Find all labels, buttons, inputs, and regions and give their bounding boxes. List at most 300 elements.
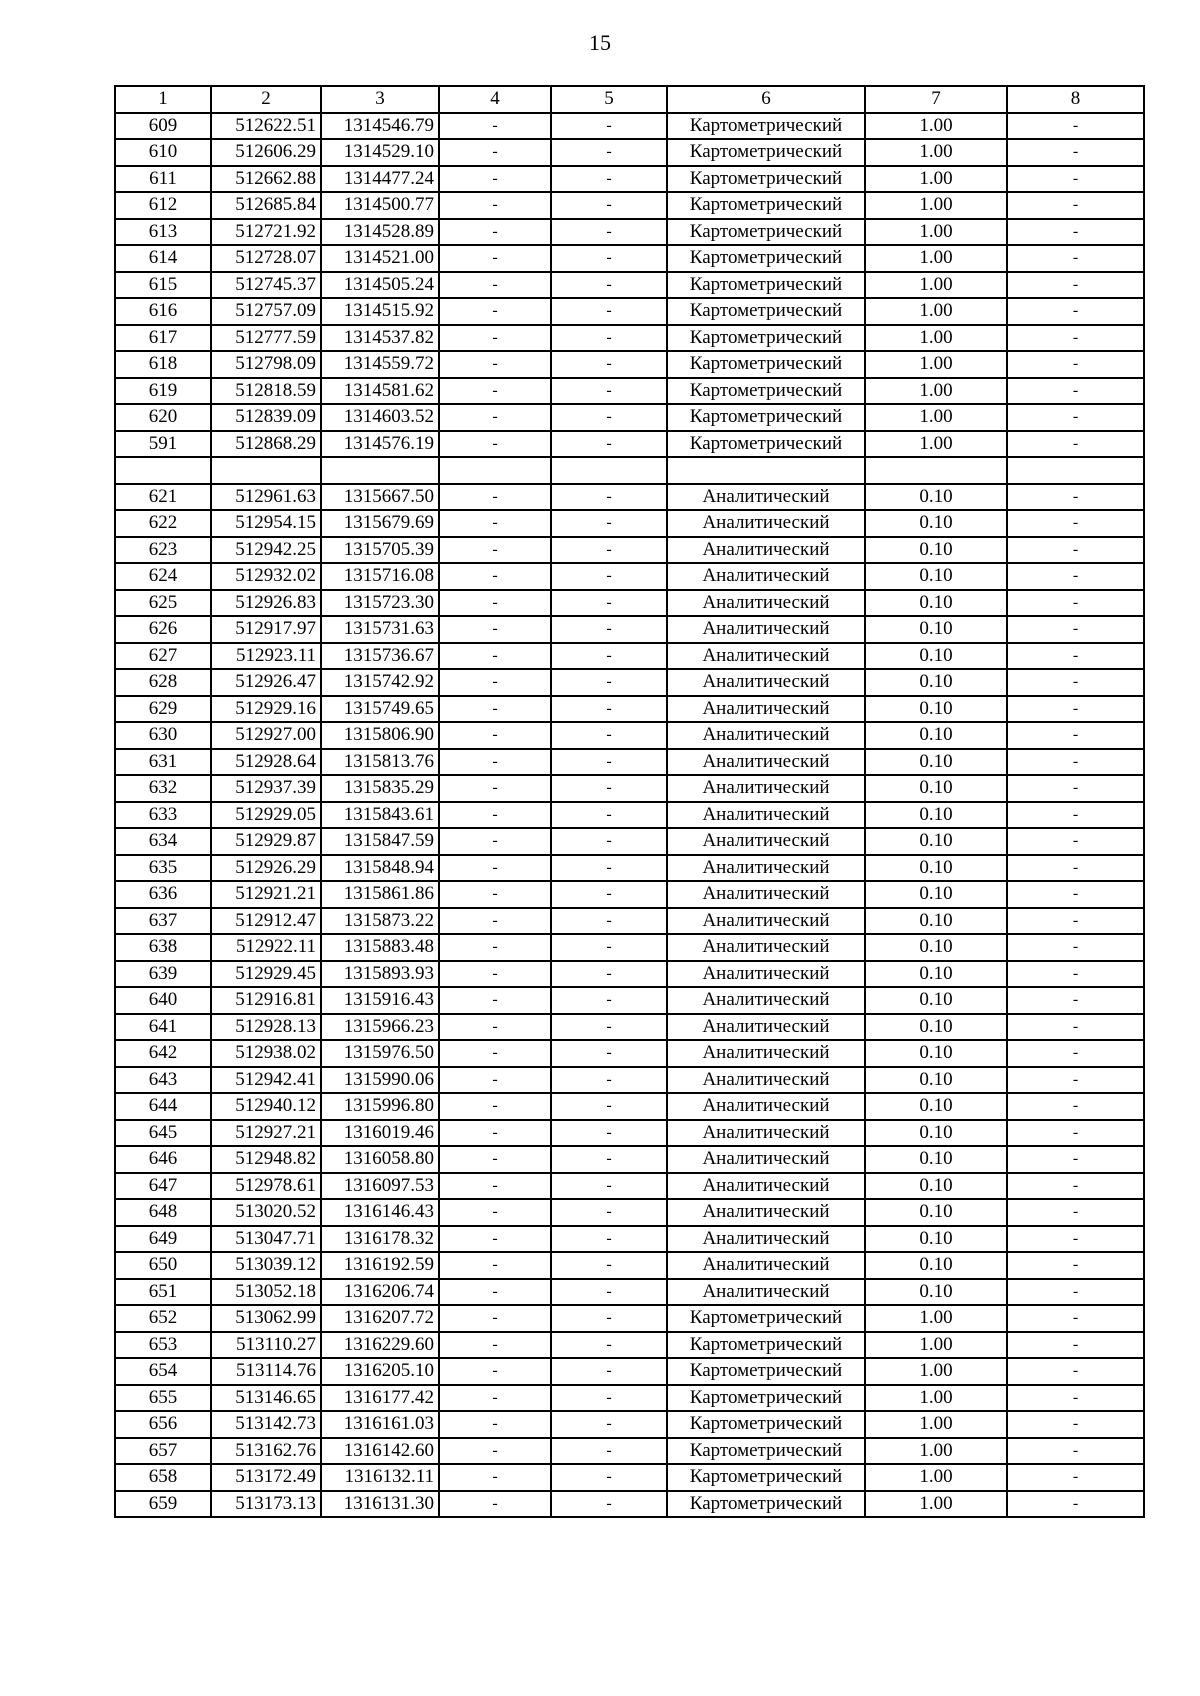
point-number-cell: 632 — [115, 775, 211, 802]
method-cell: Аналитический — [667, 1040, 865, 1067]
col8-cell: - — [1007, 1438, 1144, 1465]
col4-cell: - — [439, 1438, 551, 1465]
col5-cell: - — [551, 245, 667, 272]
point-number-cell: 640 — [115, 987, 211, 1014]
table-row — [115, 669, 1144, 696]
x-coordinate-cell: 512912.47 — [211, 908, 321, 935]
method-cell: Аналитический — [667, 802, 865, 829]
point-number-cell: 623 — [115, 537, 211, 564]
point-number-cell: 636 — [115, 881, 211, 908]
col8-cell: - — [1007, 961, 1144, 988]
table-row — [115, 1279, 1144, 1306]
x-coordinate-cell: 512938.02 — [211, 1040, 321, 1067]
x-coordinate-cell: 512961.63 — [211, 484, 321, 511]
y-coordinate-cell: 1314529.10 — [321, 139, 439, 166]
y-coordinate-cell: 1314477.24 — [321, 166, 439, 193]
point-number-cell: 618 — [115, 351, 211, 378]
col8-cell: - — [1007, 643, 1144, 670]
col8-cell: - — [1007, 1226, 1144, 1253]
y-coordinate-cell: 1316206.74 — [321, 1279, 439, 1306]
y-coordinate-cell: 1315723.30 — [321, 590, 439, 617]
x-coordinate-cell: 512928.13 — [211, 1014, 321, 1041]
header-cell: 5 — [551, 86, 667, 113]
table-row — [115, 722, 1144, 749]
col8-cell: - — [1007, 1491, 1144, 1518]
col4-cell: - — [439, 537, 551, 564]
col5-cell: - — [551, 404, 667, 431]
point-number-cell: 641 — [115, 1014, 211, 1041]
method-cell: Аналитический — [667, 775, 865, 802]
point-number-cell: 621 — [115, 484, 211, 511]
accuracy-cell: 0.10 — [865, 537, 1007, 564]
x-coordinate-cell: 512868.29 — [211, 431, 321, 458]
col5-cell: - — [551, 378, 667, 405]
point-number-cell: 635 — [115, 855, 211, 882]
col5-cell: - — [551, 908, 667, 935]
accuracy-cell: 1.00 — [865, 431, 1007, 458]
col5-cell: - — [551, 828, 667, 855]
point-number-cell: 613 — [115, 219, 211, 246]
col8-cell: - — [1007, 325, 1144, 352]
table-row — [115, 908, 1144, 935]
method-cell: Аналитический — [667, 1226, 865, 1253]
point-number-cell: 591 — [115, 431, 211, 458]
x-coordinate-cell: 512932.02 — [211, 563, 321, 590]
method-cell: Картометрический — [667, 1305, 865, 1332]
col5-cell: - — [551, 272, 667, 299]
col8-cell: - — [1007, 749, 1144, 776]
point-number-cell: 630 — [115, 722, 211, 749]
point-number-cell: 628 — [115, 669, 211, 696]
y-coordinate-cell: 1314576.19 — [321, 431, 439, 458]
point-number-cell: 648 — [115, 1199, 211, 1226]
col5-cell: - — [551, 1146, 667, 1173]
point-number-cell: 615 — [115, 272, 211, 299]
accuracy-cell: 0.10 — [865, 908, 1007, 935]
method-cell: Аналитический — [667, 510, 865, 537]
header-cell: 6 — [667, 86, 865, 113]
col8-cell: - — [1007, 378, 1144, 405]
x-coordinate-cell: 512942.41 — [211, 1067, 321, 1094]
col8-cell: - — [1007, 1305, 1144, 1332]
col5-cell: - — [551, 802, 667, 829]
col5-cell: - — [551, 987, 667, 1014]
point-number-cell: 653 — [115, 1332, 211, 1359]
accuracy-cell: 0.10 — [865, 775, 1007, 802]
table-row — [115, 1199, 1144, 1226]
x-coordinate-cell: 512685.84 — [211, 192, 321, 219]
y-coordinate-cell: 1315716.08 — [321, 563, 439, 590]
method-cell: Аналитический — [667, 722, 865, 749]
col4-cell: - — [439, 484, 551, 511]
x-coordinate-cell: 512917.97 — [211, 616, 321, 643]
x-coordinate-cell: 512777.59 — [211, 325, 321, 352]
y-coordinate-cell: 1315835.29 — [321, 775, 439, 802]
table-body — [115, 86, 1144, 1517]
method-cell: Аналитический — [667, 961, 865, 988]
accuracy-cell: 1.00 — [865, 113, 1007, 140]
point-number-cell: 633 — [115, 802, 211, 829]
table-row — [115, 696, 1144, 723]
col5-cell: - — [551, 616, 667, 643]
col8-cell: - — [1007, 1040, 1144, 1067]
accuracy-cell: 1.00 — [865, 1332, 1007, 1359]
table-row — [115, 1252, 1144, 1279]
x-coordinate-cell: 512757.09 — [211, 298, 321, 325]
table-row — [115, 881, 1144, 908]
col8-cell: - — [1007, 590, 1144, 617]
table-row — [115, 1385, 1144, 1412]
accuracy-cell: 1.00 — [865, 1491, 1007, 1518]
x-coordinate-cell: 512921.21 — [211, 881, 321, 908]
col4-cell: - — [439, 802, 551, 829]
table-row — [115, 378, 1144, 405]
method-cell: Картометрический — [667, 245, 865, 272]
col4-cell: - — [439, 1491, 551, 1518]
col5-cell — [551, 457, 667, 484]
y-coordinate-cell: 1316192.59 — [321, 1252, 439, 1279]
method-cell: Аналитический — [667, 616, 865, 643]
col8-cell: - — [1007, 934, 1144, 961]
table-row — [115, 537, 1144, 564]
header-cell: 1 — [115, 86, 211, 113]
col4-cell: - — [439, 722, 551, 749]
accuracy-cell: 1.00 — [865, 166, 1007, 193]
table-row — [115, 1226, 1144, 1253]
col4-cell: - — [439, 1252, 551, 1279]
y-coordinate-cell: 1314528.89 — [321, 219, 439, 246]
method-cell: Аналитический — [667, 1252, 865, 1279]
accuracy-cell: 0.10 — [865, 1279, 1007, 1306]
table-row — [115, 563, 1144, 590]
x-coordinate-cell: 512922.11 — [211, 934, 321, 961]
method-cell: Картометрический — [667, 219, 865, 246]
col8-cell: - — [1007, 113, 1144, 140]
point-number-cell: 619 — [115, 378, 211, 405]
y-coordinate-cell: 1315847.59 — [321, 828, 439, 855]
col5-cell: - — [551, 563, 667, 590]
method-cell: Аналитический — [667, 828, 865, 855]
point-number-cell: 625 — [115, 590, 211, 617]
method-cell: Аналитический — [667, 563, 865, 590]
col4-cell: - — [439, 1332, 551, 1359]
point-number-cell: 609 — [115, 113, 211, 140]
col5-cell: - — [551, 1438, 667, 1465]
col5-cell: - — [551, 1305, 667, 1332]
point-number-cell: 657 — [115, 1438, 211, 1465]
y-coordinate-cell: 1316177.42 — [321, 1385, 439, 1412]
y-coordinate-cell: 1316132.11 — [321, 1464, 439, 1491]
col5-cell: - — [551, 590, 667, 617]
y-coordinate-cell: 1315736.67 — [321, 643, 439, 670]
table-row — [115, 643, 1144, 670]
col8-cell: - — [1007, 245, 1144, 272]
method-cell: Картометрический — [667, 1438, 865, 1465]
x-coordinate-cell: 513172.49 — [211, 1464, 321, 1491]
method-cell: Аналитический — [667, 881, 865, 908]
y-coordinate-cell: 1314505.24 — [321, 272, 439, 299]
point-number-cell: 617 — [115, 325, 211, 352]
table-row — [115, 1332, 1144, 1359]
x-coordinate-cell: 512622.51 — [211, 113, 321, 140]
col5-cell: - — [551, 1279, 667, 1306]
x-coordinate-cell: 512937.39 — [211, 775, 321, 802]
accuracy-cell: 0.10 — [865, 749, 1007, 776]
col4-cell: - — [439, 643, 551, 670]
method-cell: Картометрический — [667, 1385, 865, 1412]
x-coordinate-cell: 513052.18 — [211, 1279, 321, 1306]
y-coordinate-cell: 1315705.39 — [321, 537, 439, 564]
col5-cell: - — [551, 961, 667, 988]
col8-cell: - — [1007, 139, 1144, 166]
method-cell: Картометрический — [667, 431, 865, 458]
col4-cell: - — [439, 563, 551, 590]
x-coordinate-cell: 513146.65 — [211, 1385, 321, 1412]
method-cell: Картометрический — [667, 1464, 865, 1491]
x-coordinate-cell: 512721.92 — [211, 219, 321, 246]
col4-cell: - — [439, 828, 551, 855]
col5-cell: - — [551, 537, 667, 564]
col5-cell: - — [551, 643, 667, 670]
table-row — [115, 1040, 1144, 1067]
col4-cell: - — [439, 961, 551, 988]
col4-cell: - — [439, 1120, 551, 1147]
x-coordinate-cell: 512798.09 — [211, 351, 321, 378]
y-coordinate-cell: 1316207.72 — [321, 1305, 439, 1332]
table-row — [115, 775, 1144, 802]
x-coordinate-cell: 512818.59 — [211, 378, 321, 405]
point-number-cell: 659 — [115, 1491, 211, 1518]
x-coordinate-cell: 512927.00 — [211, 722, 321, 749]
method-cell: Аналитический — [667, 1173, 865, 1200]
table-row — [115, 219, 1144, 246]
y-coordinate-cell: 1315996.80 — [321, 1093, 439, 1120]
point-number-cell: 612 — [115, 192, 211, 219]
header-cell: 4 — [439, 86, 551, 113]
point-number-cell: 646 — [115, 1146, 211, 1173]
accuracy-cell: 0.10 — [865, 934, 1007, 961]
col5-cell: - — [551, 325, 667, 352]
accuracy-cell: 1.00 — [865, 1438, 1007, 1465]
y-coordinate-cell: 1314559.72 — [321, 351, 439, 378]
x-coordinate-cell: 512926.83 — [211, 590, 321, 617]
accuracy-cell: 0.10 — [865, 1199, 1007, 1226]
col4-cell: - — [439, 1226, 551, 1253]
col8-cell: - — [1007, 669, 1144, 696]
col4-cell: - — [439, 325, 551, 352]
y-coordinate-cell: 1315893.93 — [321, 961, 439, 988]
table-row — [115, 457, 1144, 484]
accuracy-cell: 0.10 — [865, 1120, 1007, 1147]
method-cell: Аналитический — [667, 484, 865, 511]
accuracy-cell: 1.00 — [865, 192, 1007, 219]
y-coordinate-cell: 1315848.94 — [321, 855, 439, 882]
col4-cell: - — [439, 298, 551, 325]
point-number-cell: 620 — [115, 404, 211, 431]
y-coordinate-cell: 1316178.32 — [321, 1226, 439, 1253]
col8-cell: - — [1007, 1332, 1144, 1359]
col4-cell: - — [439, 669, 551, 696]
method-cell: Аналитический — [667, 696, 865, 723]
table-row — [115, 510, 1144, 537]
col8-cell: - — [1007, 1014, 1144, 1041]
accuracy-cell: 0.10 — [865, 1040, 1007, 1067]
col8-cell: - — [1007, 298, 1144, 325]
table-row — [115, 139, 1144, 166]
table-row — [115, 325, 1144, 352]
accuracy-cell: 1.00 — [865, 325, 1007, 352]
accuracy-cell: 0.10 — [865, 616, 1007, 643]
accuracy-cell: 0.10 — [865, 643, 1007, 670]
x-coordinate-cell: 513047.71 — [211, 1226, 321, 1253]
accuracy-cell: 0.10 — [865, 669, 1007, 696]
y-coordinate-cell: 1315667.50 — [321, 484, 439, 511]
method-cell: Картометрический — [667, 351, 865, 378]
table-row — [115, 192, 1144, 219]
col8-cell: - — [1007, 696, 1144, 723]
col4-cell — [439, 457, 551, 484]
y-coordinate-cell: 1316205.10 — [321, 1358, 439, 1385]
col4-cell: - — [439, 192, 551, 219]
point-number-cell: 627 — [115, 643, 211, 670]
y-coordinate-cell: 1315806.90 — [321, 722, 439, 749]
y-coordinate-cell: 1314603.52 — [321, 404, 439, 431]
col8-cell: - — [1007, 166, 1144, 193]
y-coordinate-cell: 1315742.92 — [321, 669, 439, 696]
accuracy-cell: 1.00 — [865, 1411, 1007, 1438]
accuracy-cell: 0.10 — [865, 855, 1007, 882]
y-coordinate-cell: 1315976.50 — [321, 1040, 439, 1067]
x-coordinate-cell: 512923.11 — [211, 643, 321, 670]
x-coordinate-cell: 512929.87 — [211, 828, 321, 855]
col8-cell: - — [1007, 1199, 1144, 1226]
point-number-cell: 644 — [115, 1093, 211, 1120]
col5-cell: - — [551, 855, 667, 882]
method-cell: Аналитический — [667, 590, 865, 617]
x-coordinate-cell: 513142.73 — [211, 1411, 321, 1438]
method-cell: Аналитический — [667, 1120, 865, 1147]
method-cell: Картометрический — [667, 404, 865, 431]
col4-cell: - — [439, 1358, 551, 1385]
accuracy-cell: 0.10 — [865, 802, 1007, 829]
x-coordinate-cell: 513039.12 — [211, 1252, 321, 1279]
method-cell: Аналитический — [667, 1093, 865, 1120]
y-coordinate-cell: 1315813.76 — [321, 749, 439, 776]
col4-cell: - — [439, 245, 551, 272]
method-cell: Аналитический — [667, 1014, 865, 1041]
x-coordinate-cell — [211, 457, 321, 484]
x-coordinate-cell: 512916.81 — [211, 987, 321, 1014]
accuracy-cell: 1.00 — [865, 1464, 1007, 1491]
col4-cell: - — [439, 139, 551, 166]
point-number-cell: 647 — [115, 1173, 211, 1200]
col4-cell: - — [439, 1067, 551, 1094]
col4-cell: - — [439, 378, 551, 405]
col5-cell: - — [551, 166, 667, 193]
y-coordinate-cell: 1315861.86 — [321, 881, 439, 908]
col5-cell: - — [551, 1040, 667, 1067]
point-number-cell: 631 — [115, 749, 211, 776]
col4-cell: - — [439, 404, 551, 431]
header-cell: 3 — [321, 86, 439, 113]
accuracy-cell: 1.00 — [865, 245, 1007, 272]
point-number-cell: 645 — [115, 1120, 211, 1147]
accuracy-cell: 0.10 — [865, 1014, 1007, 1041]
col5-cell: - — [551, 1120, 667, 1147]
accuracy-cell: 1.00 — [865, 272, 1007, 299]
method-cell: Картометрический — [667, 1332, 865, 1359]
method-cell: Картометрический — [667, 1358, 865, 1385]
accuracy-cell: 1.00 — [865, 298, 1007, 325]
y-coordinate-cell: 1316131.30 — [321, 1491, 439, 1518]
col8-cell: - — [1007, 828, 1144, 855]
x-coordinate-cell: 512940.12 — [211, 1093, 321, 1120]
col4-cell: - — [439, 272, 551, 299]
table-row — [115, 855, 1144, 882]
col5-cell: - — [551, 1464, 667, 1491]
x-coordinate-cell: 513173.13 — [211, 1491, 321, 1518]
header-cell: 7 — [865, 86, 1007, 113]
accuracy-cell: 0.10 — [865, 881, 1007, 908]
col8-cell: - — [1007, 1173, 1144, 1200]
col5-cell: - — [551, 1067, 667, 1094]
method-cell: Аналитический — [667, 643, 865, 670]
col4-cell: - — [439, 908, 551, 935]
method-cell: Картометрический — [667, 298, 865, 325]
y-coordinate-cell: 1314515.92 — [321, 298, 439, 325]
point-number-cell: 656 — [115, 1411, 211, 1438]
col8-cell: - — [1007, 219, 1144, 246]
table-row — [115, 272, 1144, 299]
method-cell: Картометрический — [667, 113, 865, 140]
col8-cell: - — [1007, 855, 1144, 882]
header-row — [115, 86, 1144, 113]
y-coordinate-cell: 1314537.82 — [321, 325, 439, 352]
col8-cell — [1007, 457, 1144, 484]
method-cell: Аналитический — [667, 669, 865, 696]
col5-cell: - — [551, 219, 667, 246]
table-row — [115, 961, 1144, 988]
table-row — [115, 828, 1144, 855]
col4-cell: - — [439, 590, 551, 617]
point-number-cell: 649 — [115, 1226, 211, 1253]
x-coordinate-cell: 512926.29 — [211, 855, 321, 882]
point-number-cell: 639 — [115, 961, 211, 988]
accuracy-cell: 0.10 — [865, 961, 1007, 988]
y-coordinate-cell: 1315843.61 — [321, 802, 439, 829]
point-number-cell: 652 — [115, 1305, 211, 1332]
method-cell: Аналитический — [667, 934, 865, 961]
method-cell: Картометрический — [667, 378, 865, 405]
method-cell: Картометрический — [667, 139, 865, 166]
table-row — [115, 749, 1144, 776]
col8-cell: - — [1007, 563, 1144, 590]
y-coordinate-cell — [321, 457, 439, 484]
table-row — [115, 1067, 1144, 1094]
accuracy-cell: 0.10 — [865, 510, 1007, 537]
col4-cell: - — [439, 616, 551, 643]
x-coordinate-cell: 512606.29 — [211, 139, 321, 166]
method-cell: Аналитический — [667, 1146, 865, 1173]
y-coordinate-cell: 1316161.03 — [321, 1411, 439, 1438]
col4-cell: - — [439, 219, 551, 246]
x-coordinate-cell: 512929.16 — [211, 696, 321, 723]
accuracy-cell: 0.10 — [865, 1067, 1007, 1094]
col5-cell: - — [551, 1014, 667, 1041]
accuracy-cell: 0.10 — [865, 987, 1007, 1014]
col5-cell: - — [551, 1226, 667, 1253]
x-coordinate-cell: 512927.21 — [211, 1120, 321, 1147]
